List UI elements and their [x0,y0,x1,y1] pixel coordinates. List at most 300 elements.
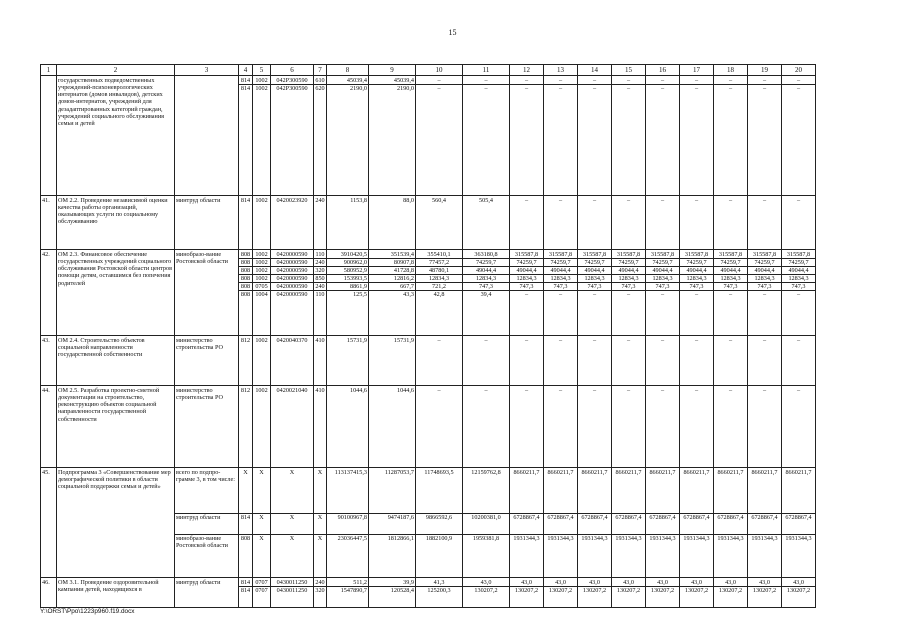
value-line: 351539,4 [390,250,414,258]
value-cell [612,386,646,468]
value-cell [416,468,463,578]
value-line: 1931344,3 [646,534,679,577]
value-line: 49044,4 [714,266,747,274]
value-line: 74259,7 [646,258,679,266]
budget-table [40,64,816,608]
value-line: – [660,336,665,344]
header-cell: 2 [57,65,175,76]
header-cell: 7 [314,65,327,76]
value-line: X [271,513,313,534]
value-line: – [796,196,801,204]
value-line: 120528,4 [369,586,415,594]
header-cell: 5 [253,65,271,76]
value-line: – [782,84,815,92]
value-line: 42,8 [416,290,462,298]
value-cell [369,196,416,250]
value-line: 0707 [255,578,268,586]
value-line: 8660211,7 [615,468,642,476]
value-line: 6728867,4 [544,513,577,534]
value-line: 363180,8 [474,250,498,258]
value-line: 43,0 [657,578,668,586]
value-cell [314,578,327,608]
value-line: – [592,386,597,394]
value-line: – [544,290,577,298]
value-line: 410 [315,336,325,344]
value-line: 3910420,5 [340,250,367,258]
value-line: 814 [240,84,251,92]
value-line: 74259,7 [748,258,781,266]
row-number: 41. [41,196,57,250]
value-line: 43,3 [369,290,415,298]
value-line: 49044,4 [782,266,815,274]
value-line: 130207,2 [782,586,815,594]
value-line: 505,4 [479,196,493,204]
value-cell [463,578,510,608]
value-line: 042Р300590 [276,76,308,84]
value-cell [646,386,680,468]
value-line: 12834,3 [748,274,781,282]
value-line: 1044,6 [396,386,414,394]
value-line: 0420000590 [271,258,313,266]
value-line: – [612,290,645,298]
value-cell [314,250,327,336]
value-line: 43,0 [555,578,566,586]
value-cell [578,76,612,196]
value-line: 8660211,7 [649,468,676,476]
value-cell [612,250,646,336]
value-line: – [660,196,665,204]
value-line: 747,3 [782,282,815,290]
value-line: – [748,84,781,92]
value-cell [510,386,544,468]
value-line: 1002 [255,386,268,394]
value-line: 8861,9 [327,282,368,290]
value-line: – [762,386,767,394]
value-line: 320 [315,266,325,274]
value-line: – [484,76,488,84]
value-line: 110 [315,250,325,258]
value-line: – [728,76,733,84]
value-cell [253,336,271,386]
row-number: 44. [41,386,57,468]
value-cell [369,386,416,468]
value-line: 130207,2 [748,586,781,594]
value-cell [748,336,782,386]
value-cell [782,578,816,608]
value-line: 1002 [255,336,268,344]
value-line: 74259,7 [782,258,815,266]
value-line: 580952,9 [327,266,368,274]
value-line: 74259,7 [510,258,543,266]
value-line: 808 [239,534,252,577]
value-cell [253,250,271,336]
value-line: 0420023920 [276,196,308,204]
value-line: 8660211,7 [513,468,540,476]
value-cell [646,336,680,386]
value-line: 747,3 [578,282,611,290]
measure-name: ОМ 2.4. Строительство объектов социальной направленности государственной собственности [57,336,175,386]
value-line: 240 [315,578,325,586]
value-cell [714,336,748,386]
value-line: 747,3 [544,282,577,290]
value-line: – [782,290,815,298]
value-cell [369,578,416,608]
value-cell [314,336,327,386]
value-line: 814 [240,196,251,204]
value-line: 125,5 [327,290,368,298]
value-line: 1959381,8 [463,534,509,577]
value-cell [578,196,612,250]
value-line: 1002 [253,84,270,92]
value-line: – [646,290,679,298]
value-line: – [558,336,563,344]
value-cell [714,578,748,608]
value-line: 45039,4 [393,76,414,84]
value-cell [510,578,544,608]
value-line: – [796,386,801,394]
value-line: 240 [315,283,325,291]
value-line: X [253,513,270,534]
value-line: 45039,4 [346,76,367,84]
value-line: – [626,386,631,394]
value-cell [714,386,748,468]
value-line: 6728867,4 [680,513,713,534]
row-number [41,76,57,196]
value-cell [239,386,253,468]
value-line: 8660211,7 [717,468,744,476]
value-cell [680,386,714,468]
value-line: – [714,290,747,298]
value-line: 10200381,0 [463,513,509,534]
measure-name: ОМ 3.1. Проведение оздоровительной кампании детей, находящихся в [57,578,175,608]
value-line: – [437,76,441,84]
value-line: 315587,8 [684,250,709,258]
value-cell [680,196,714,250]
value-line: 1002 [255,76,268,84]
value-line: 9474187,6 [369,513,415,534]
value-cell [748,196,782,250]
value-cell [578,386,612,468]
value-line: 130207,2 [578,586,611,594]
value-line: 6728867,4 [782,513,815,534]
header-cell: 17 [680,65,714,76]
value-line: 355410,1 [427,250,451,258]
value-line: – [558,76,563,84]
value-line: – [463,84,509,92]
value-line: 41728,8 [369,266,415,274]
value-line: 39,4 [463,290,509,298]
executor [175,468,239,578]
value-line: 39,9 [403,578,414,586]
value-line: 315587,8 [582,250,607,258]
value-line: 12834,3 [646,274,679,282]
value-line: – [544,84,577,92]
value-line: – [694,386,699,394]
value-cell [271,196,314,250]
value-cell [369,76,416,196]
value-line: 43,0 [759,578,770,586]
value-line: – [748,290,781,298]
value-line: 808 [240,250,251,258]
value-line: 12834,3 [510,274,543,282]
value-line: 48780,1 [416,266,462,274]
value-line: 1931344,3 [544,534,577,577]
value-line: 43,0 [691,578,702,586]
value-line: 12834,3 [680,274,713,282]
value-line: – [626,336,631,344]
value-line: – [626,196,631,204]
table-row [41,196,816,250]
value-cell [271,76,314,196]
row-number: 46. [41,578,57,608]
header-cell: 10 [416,65,463,76]
value-line: 6728867,4 [646,513,679,534]
value-cell [314,76,327,196]
value-line: 130207,2 [646,586,679,594]
measure-name: государственных подведомственных учреждений-психоневрологических интернатов (домов инвалидов), детских домов-интернатов, учреждений для дезадаптированных категорий граждан, учреждений социального обслуживания семьи и детей [57,76,175,196]
value-line: 315587,8 [514,250,539,258]
value-line: X [253,534,270,577]
value-cell [748,250,782,336]
value-line: 8660211,7 [581,468,608,476]
value-line: 1002 [253,266,270,274]
value-line: 1044,6 [349,386,367,394]
value-line: 2190,0 [327,84,368,92]
measure-name: ОМ 2.3. Финансовое обеспечение государственных учреждений социального обслуживания Ростовской области центров помощи детям, оставшимся без попечения родителей [57,250,175,336]
value-line: 77457,2 [416,258,462,266]
value-line: 0420021040 [276,386,308,394]
value-line: – [680,290,713,298]
table-body [41,65,816,608]
value-line: 130207,2 [612,586,645,594]
value-line: 0420000590 [271,274,313,282]
table-row [41,336,816,386]
table-row [41,468,816,578]
header-cell: 8 [327,65,369,76]
value-line: 15731,9 [393,336,414,344]
value-line: 125200,3 [416,586,462,594]
value-line: 12834,3 [416,274,462,282]
value-line: – [524,336,529,344]
header-cell: 16 [646,65,680,76]
value-cell [271,336,314,386]
value-line: – [416,84,462,92]
value-line: 6728867,4 [612,513,645,534]
value-cell [612,196,646,250]
value-cell [239,196,253,250]
value-line: – [592,76,597,84]
value-line: 8660211,7 [547,468,574,476]
value-line: 812 [240,386,251,394]
value-cell [253,76,271,196]
table-row [41,250,816,336]
value-cell [578,336,612,386]
value-line: 240 [315,196,325,204]
executor: министерство строительства РО [175,386,239,468]
value-line: 12834,3 [544,274,577,282]
value-line: 12834,3 [612,274,645,282]
row-number: 43. [41,336,57,386]
value-cell [544,386,578,468]
value-line: 814 [240,578,251,586]
value-line: 610 [315,76,325,84]
value-line: – [646,84,679,92]
value-line: – [714,84,747,92]
value-line: 130207,2 [714,586,747,594]
header-cell: 14 [578,65,612,76]
value-line: – [592,336,597,344]
value-line: 12834,3 [578,274,611,282]
value-cell [463,386,510,468]
value-cell [416,386,463,468]
value-line: 23036447,5 [327,534,368,577]
value-line: 0707 [253,586,270,594]
value-line: – [612,84,645,92]
value-cell [782,386,816,468]
value-cell [271,250,314,336]
header-cell: 15 [612,65,646,76]
value-cell [253,578,271,608]
value-cell [646,76,680,196]
value-line: 808 [240,283,251,291]
executor-line: минобразо-вание Ростовской области [175,534,238,577]
value-line: – [558,386,563,394]
value-line: 747,3 [510,282,543,290]
header-cell: 6 [271,65,314,76]
value-cell [646,196,680,250]
value-cell [327,468,369,578]
value-line: 747,3 [680,282,713,290]
value-cell [416,196,463,250]
value-cell [714,468,748,578]
value-line: 90100967,8 [327,513,368,534]
value-cell [680,578,714,608]
value-cell [416,250,463,336]
value-cell [369,336,416,386]
value-line: 49044,4 [612,266,645,274]
value-cell [327,76,369,196]
header-row [41,65,816,76]
header-cell: 19 [748,65,782,76]
value-line: 315587,8 [786,250,811,258]
value-line: 74259,7 [680,258,713,266]
value-line: 74259,7 [463,258,509,266]
value-line: 130207,2 [510,586,543,594]
value-line: 130207,2 [544,586,577,594]
value-line: 667,7 [369,282,415,290]
value-cell [239,578,253,608]
value-line: 315587,8 [616,250,641,258]
value-line: 41,3 [433,578,445,586]
value-line: 1812866,1 [369,534,415,577]
value-cell [680,468,714,578]
value-line: – [524,386,529,394]
value-line: 1931344,3 [782,534,815,577]
value-cell [416,76,463,196]
value-cell [510,336,544,386]
value-line: 1931344,3 [510,534,543,577]
value-cell [327,336,369,386]
header-cell: 12 [510,65,544,76]
value-line: X [314,513,326,534]
value-line: – [524,196,529,204]
value-cell [714,196,748,250]
value-line: 808 [240,291,251,299]
value-line: 620 [315,84,325,92]
value-cell [782,196,816,250]
value-cell [544,336,578,386]
value-line: – [437,336,441,344]
value-line: – [796,76,801,84]
value-cell [510,468,544,578]
value-line: 1931344,3 [714,534,747,577]
value-cell [646,578,680,608]
value-line: 0420000590 [271,282,313,290]
value-line: 0430011250 [276,578,308,586]
value-line: 49044,4 [680,266,713,274]
value-line: 49044,4 [748,266,781,274]
value-line: 315587,8 [548,250,573,258]
measure-name: Подпрограмма 3 «Совершенствование мер демографической политики в области социальной поддержки семьи и детей» [57,468,175,578]
value-line: 43,0 [793,578,804,586]
value-line: – [484,386,488,394]
value-line: 74259,7 [544,258,577,266]
value-line: 721,2 [416,282,462,290]
value-line: 410 [315,386,325,394]
value-line: 747,3 [612,282,645,290]
value-cell [314,468,327,578]
value-line: 0420000590 [271,266,313,274]
value-line: 1931344,3 [748,534,781,577]
value-line: 43,0 [589,578,600,586]
value-line: – [728,336,733,344]
value-line: 315587,8 [752,250,777,258]
value-line: – [524,76,529,84]
table-row [41,76,816,196]
page-number: 15 [448,28,457,37]
header-cell: 20 [782,65,816,76]
value-cell [612,578,646,608]
value-cell [416,336,463,386]
value-cell [510,196,544,250]
file-path-footer: Y:\ORST\Ppo\1223p960.f19.docx [40,608,135,615]
value-line: 320 [315,586,325,594]
value-line: 49044,4 [510,266,543,274]
value-line: 12159762,8 [471,468,501,476]
value-line: 1002 [253,258,270,266]
value-line: 43,0 [623,578,634,586]
value-line: – [694,76,699,84]
value-cell [748,76,782,196]
header-cell: 11 [463,65,510,76]
value-line: 11287053,7 [384,468,414,476]
value-cell [612,76,646,196]
value-line: – [626,76,631,84]
value-line: 88,0 [403,196,414,204]
value-cell [578,578,612,608]
value-cell [271,468,314,578]
value-line: X [314,534,326,577]
value-line: 49044,4 [578,266,611,274]
value-line: – [694,336,699,344]
value-line: 1153,8 [350,196,367,204]
value-line: 1882100,9 [416,534,462,577]
value-line: 9866592,6 [416,513,462,534]
value-line: – [796,336,801,344]
value-line: 12834,3 [782,274,815,282]
value-line: 43,0 [725,578,736,586]
value-line: 6728867,4 [748,513,781,534]
